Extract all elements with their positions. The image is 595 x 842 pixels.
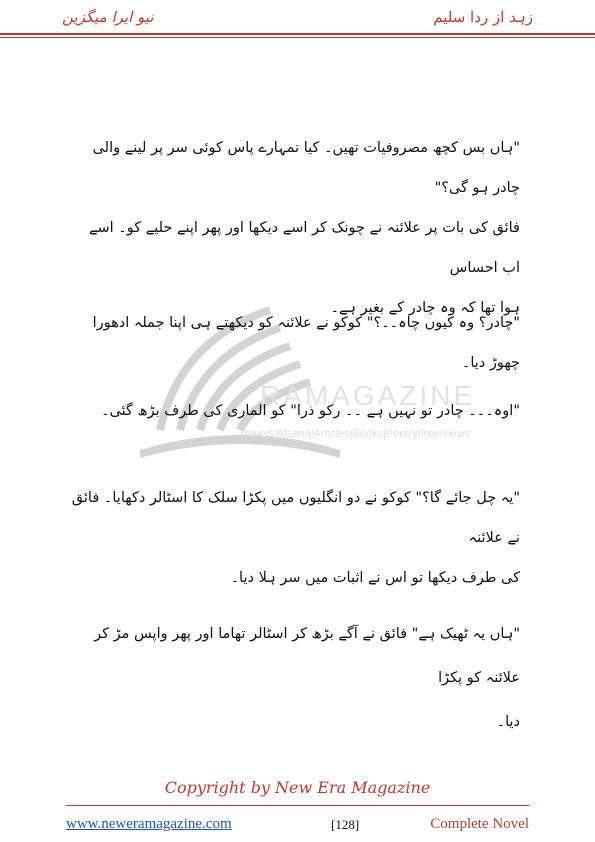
text-line: ہوا تھا کہ وہ چادر کے بغیر ہے۔ — [330, 300, 520, 316]
text-line: "ہاں یہ ٹھیک ہے" فائق نے آگے بڑھ کر اسٹالر تھاما اور پھر واپس مڑ کر علائنہ کو پکڑا — [94, 626, 520, 686]
copyright-notice: Copyright by New Era Magazine — [164, 778, 431, 797]
text-line: دیا۔ — [496, 714, 520, 730]
header-rule — [0, 33, 595, 35]
page-header — [62, 8, 533, 30]
text-line: "اوہ۔۔۔ چادر تو نہیں ہے ۔۔ رکو ذرا" کو الماری کی طرف بڑھ گئی۔ — [100, 403, 520, 419]
paragraph-4 — [70, 478, 520, 598]
text-line: "چادر؟ وہ کیوں چاہ۔۔؟" کوکو نے علائنہ کو دیکھتے ہی اپنا جملہ ادھورا چھوڑ دیا۔ — [92, 315, 520, 371]
author-name: زہد از ردا سلیم — [433, 8, 533, 26]
website-link[interactable]: www.neweramagazine.com — [66, 816, 232, 832]
watermark-tagline: Novels|Afsana|Articles|Books|Poetry|Interviews — [240, 428, 471, 440]
section-label: Complete Novel — [430, 816, 529, 832]
text-line: "یہ چل جائے گا؟" کوکو نے دو انگلیوں میں پکڑا سلک کا اسٹالر دکھایا۔ فائق نے علائنہ — [71, 490, 520, 546]
text-line: "ہاں بس کچھ مصروفیات تھیں۔ کیا تمہارے پاس کوئی سر پر لینے والی چادر ہو گی؟" — [92, 140, 520, 196]
paragraph-2 — [70, 303, 520, 383]
text-line: فائق کی بات پر علائنہ نے چونک کر اسے دیکھا اور پھر اپنے حلیے کو۔ اسے اب احساس — [88, 220, 520, 276]
watermark-brand: RAMAGAZINE — [260, 380, 476, 411]
paragraph-3 — [70, 391, 520, 431]
footer-rule — [66, 805, 529, 806]
page-number: [128] — [331, 817, 360, 832]
page-footer — [66, 816, 529, 838]
text-line: کی طرف دیکھا تو اس نے اثبات میں سر ہلا دیا۔ — [230, 570, 520, 586]
header-rule-thin — [0, 37, 595, 38]
magazine-name: نیو ایرا میگزین — [62, 8, 154, 26]
paragraph-5 — [70, 612, 520, 744]
paragraph-1 — [70, 128, 520, 328]
